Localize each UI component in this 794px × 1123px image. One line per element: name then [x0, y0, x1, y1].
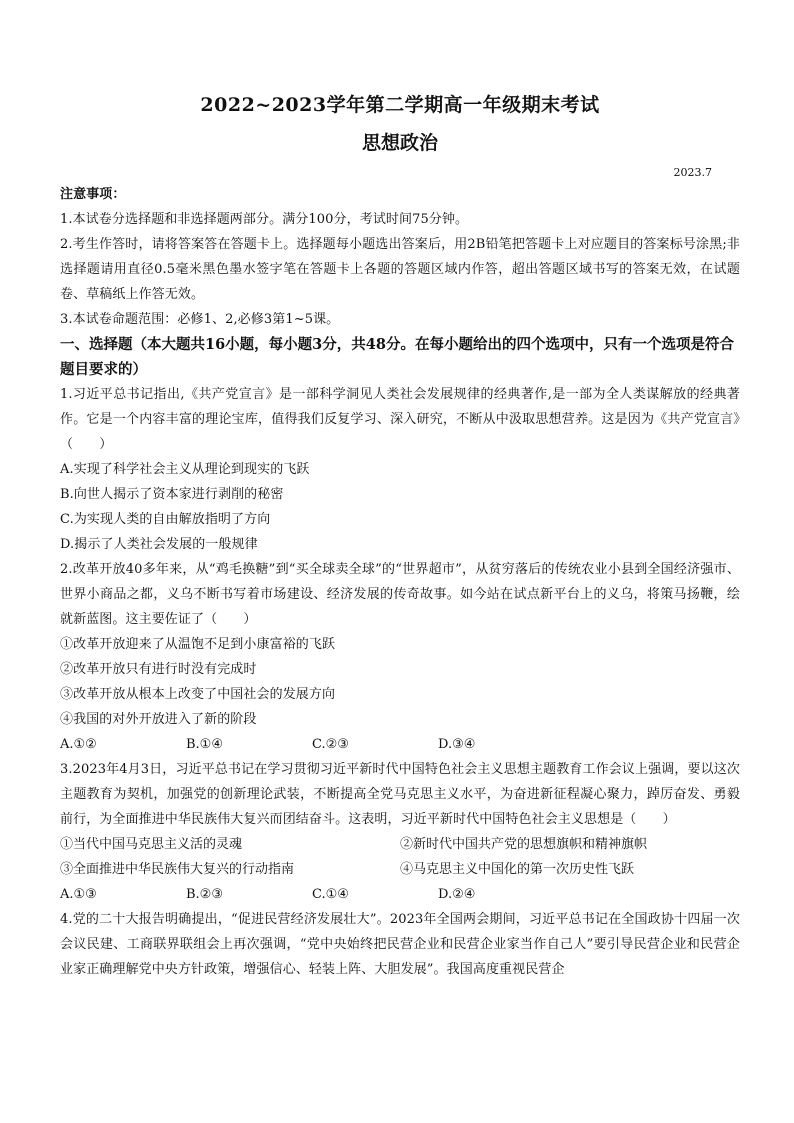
question-3-statement-4: ④马克思主义中国化的第一次历史性飞跃 [400, 862, 635, 877]
exam-subject: 思想政治 [361, 132, 438, 154]
question-2-stem: 2.改革开放40多年来，从“鸡毛换糖”到“买全球卖全球”的“世界超市”，从贫穷落后的传统农业小县到全国经济强市、世界小商品之都，义乌不断书写着市场建设、经济发展的传奇故事。如今站在试点新平台上的义乌，将策马扬鞭，绘就新蓝图。这主要佐证了（ ） [60, 562, 740, 627]
question-2-options [60, 732, 740, 757]
question-3-option-c: C.①④ [312, 887, 349, 902]
question-2-statement-1: ①改革开放迎来了从温饱不足到小康富裕的飞跃 [60, 637, 336, 652]
question-2-option-b: B.①④ [186, 737, 223, 752]
question-3-statement-1: ①当代中国马克思主义活的灵魂 [60, 837, 243, 852]
question-3-statement-3: ③全面推进中华民族伟大复兴的行动指南 [60, 862, 295, 877]
question-1-option-b: B.向世人揭示了资本家进行剥削的秘密 [60, 487, 284, 502]
question-3-stem: 3.2023年4月3日，习近平总书记在学习贯彻习近平新时代中国特色社会主义思想主题教育工作会议上强调，要以这次主题教育为契机，加强党的创新理论武装，不断提高全党马克思主义水平，为奋进新征程凝心聚力，踔厉奋发、勇毅前行，为全面推进中华民族伟大复兴而团结奋斗。这表明，习近平新时代中国特色社会主义思想是（ ） [60, 762, 740, 827]
question-1-stem: 1.习近平总书记指出,《共产党宣言》是一部科学洞见人类社会发展规律的经典著作,是一部为全人类谋解放的经典著作。它是一个内容丰富的理论宝库，值得我们反复学习、深入研究，不断从中汲取思想营养。这是因为《共产党宣言》（ ） [60, 387, 740, 452]
exam-title: 2022~2023学年第二学期高一年级期末考试 [200, 94, 600, 116]
notice-item-2: 2.考生作答时，请将答案答在答题卡上。选择题每小题选出答案后，用2B铅笔把答题卡上对应题目的答案标号涂黑;非选择题请用直径0.5毫米黑色墨水签字笔在答题卡上各题的答题区域内作答，超出答题区域书写的答案无效，在试题卷、草稿纸上作答无效。 [60, 237, 740, 302]
question-1-option-a: A.实现了科学社会主义从理论到现实的飞跃 [60, 462, 310, 477]
question-3-options [60, 882, 740, 907]
question-4-stem: 4.党的二十大报告明确提出，“促进民营经济发展壮大”。2023年全国两会期间，习近平总书记在全国政协十四届一次会议民建、工商联界联组会上再次强调，“党中央始终把民营企业和民营企业家当作自己人”要引导民营企业和民营企业家正确理解党中央方针政策，增强信心、轻装上阵、大胆发展”。我国高度重视民营企 [60, 912, 740, 977]
notice-item-3: 3.本试卷命题范围：必修1、2,必修3第1~5课。 [60, 312, 340, 327]
question-2-option-c: C.②③ [312, 737, 349, 752]
question-3-option-d: D.②④ [438, 887, 476, 902]
question-2-option-d: D.③④ [438, 737, 476, 752]
question-2-statement-3: ③改革开放从根本上改变了中国社会的发展方向 [60, 687, 336, 702]
question-2-option-a: A.①② [60, 737, 97, 752]
section-heading: 一、选择题（本大题共16小题，每小题3分，共48分。在每小题给出的四个选项中，只有一个选项是符合题目要求的） [60, 336, 734, 378]
question-3-statement-2: ②新时代中国共产党的思想旗帜和精神旗帜 [400, 837, 648, 852]
question-1-option-c: C.为实现人类的自由解放指明了方向 [60, 512, 271, 527]
notice-heading: 注意事项： [60, 187, 126, 202]
question-2-statement-2: ②改革开放只有进行时没有完成时 [60, 662, 257, 677]
question-3-statements-row-1 [60, 832, 740, 857]
question-3-statements-row-2 [60, 857, 740, 882]
question-3-option-b: B.②③ [186, 887, 223, 902]
notice-item-1: 1.本试卷分选择题和非选择题两部分。满分100分，考试时间75分钟。 [60, 212, 469, 227]
question-1-option-d: D.揭示了人类社会发展的一般规律 [60, 537, 258, 552]
exam-page [60, 92, 740, 982]
question-2-statement-4: ④我国的对外开放进入了新的阶段 [60, 712, 257, 727]
exam-date: 2023.7 [673, 166, 712, 179]
question-3-option-a: A.①③ [60, 887, 97, 902]
